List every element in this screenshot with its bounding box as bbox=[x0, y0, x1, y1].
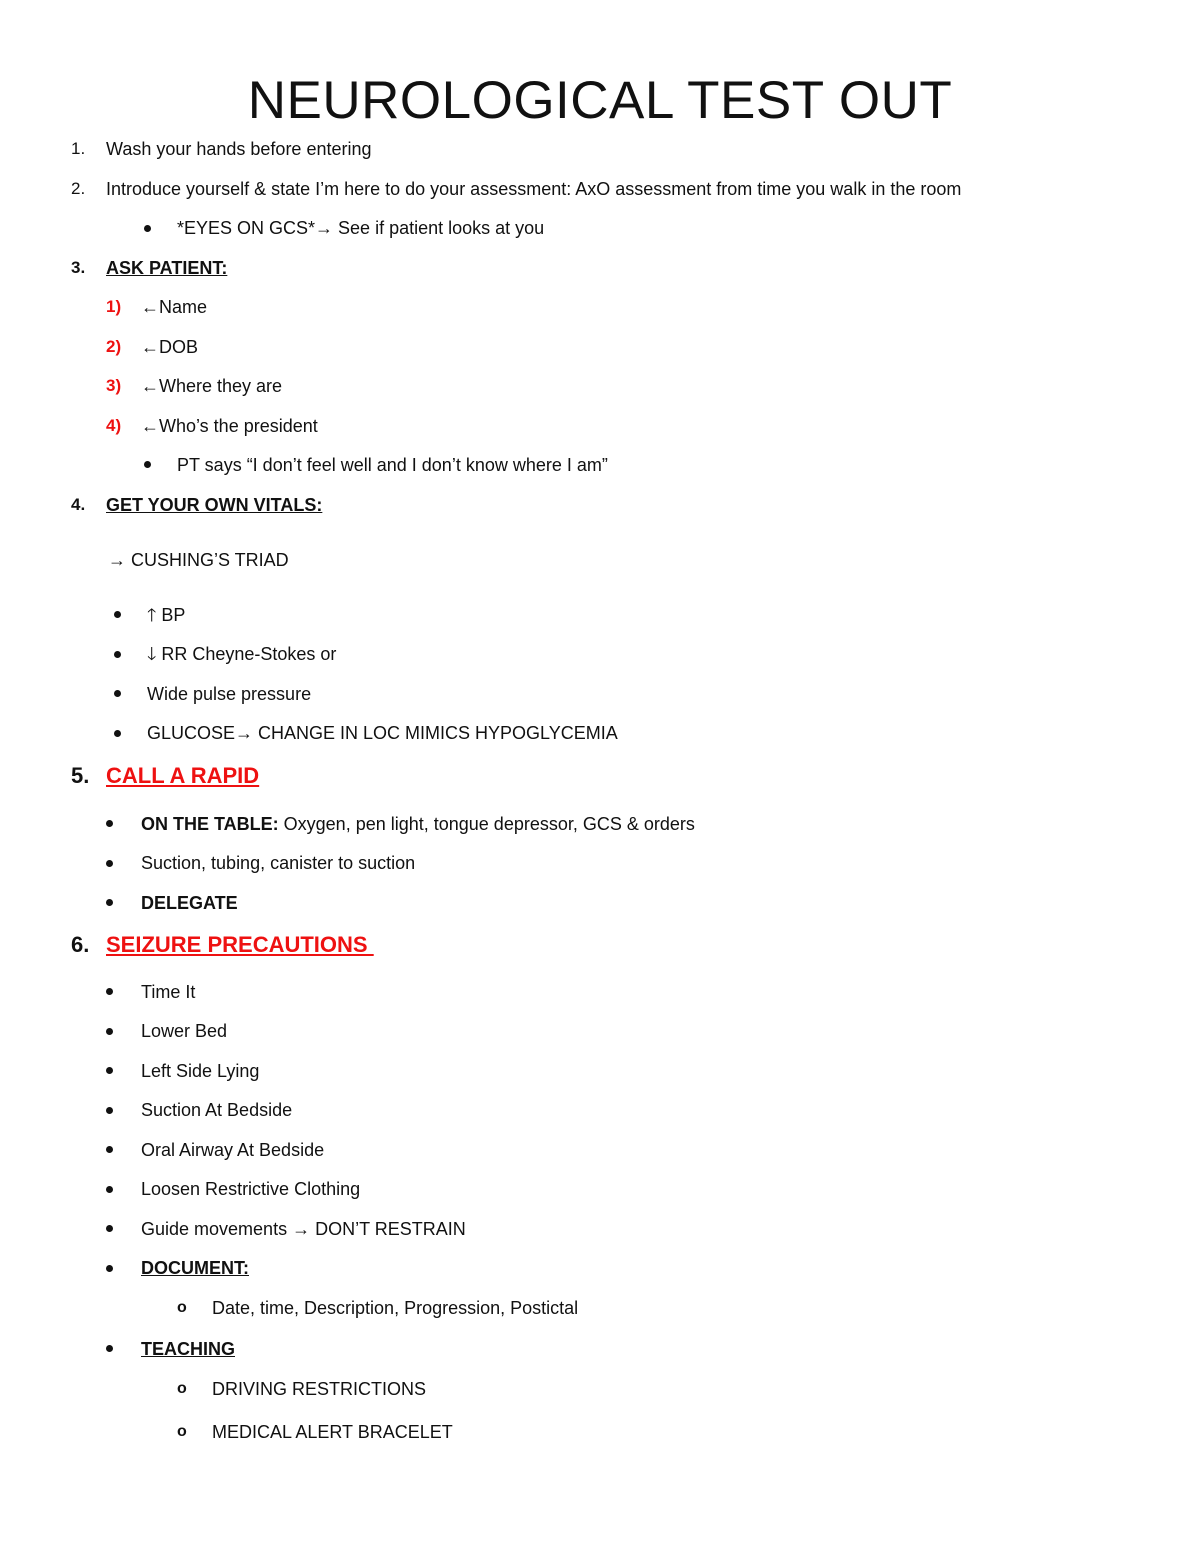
page-title: NEUROLOGICAL TEST OUT bbox=[247, 71, 953, 130]
step-heading: ASK PATIENT: bbox=[106, 258, 228, 278]
vital-item: 🡑 BP bbox=[147, 605, 186, 625]
step-heading: CALL A RAPID bbox=[106, 763, 260, 788]
rapid-item-text: Oxygen, pen light, tongue depressor, GCS & orders bbox=[278, 814, 695, 834]
seizure-item: Guide movements → DON’T RESTRAIN bbox=[141, 1219, 466, 1239]
bullet-icon bbox=[106, 988, 113, 995]
step-number: 6. bbox=[71, 932, 90, 957]
ask-number: 1) bbox=[106, 297, 122, 316]
sub-item: *EYES ON GCS*→ See if patient looks at you bbox=[177, 218, 545, 238]
seizure-item: Loosen Restrictive Clothing bbox=[141, 1179, 361, 1199]
ask-item: ←Name bbox=[141, 297, 208, 317]
step-number: 5. bbox=[71, 763, 90, 788]
bullet-icon bbox=[106, 1067, 113, 1074]
ask-item: ←Who’s the president bbox=[141, 416, 318, 436]
seizure-item: Left Side Lying bbox=[141, 1061, 260, 1081]
ask-number: 3) bbox=[106, 376, 122, 395]
bullet-icon bbox=[106, 1345, 113, 1352]
rapid-item-label: ON THE TABLE: bbox=[141, 814, 279, 834]
ask-number: 4) bbox=[106, 416, 122, 435]
sub-item: PT says “I don’t feel well and I don’t know where I am” bbox=[177, 455, 608, 475]
ask-item: ←Where they are bbox=[141, 376, 283, 396]
sub-bullet-icon: o bbox=[177, 1423, 187, 1440]
step-number: 2. bbox=[71, 179, 86, 198]
bullet-icon bbox=[106, 1146, 113, 1153]
bullet-icon bbox=[106, 1225, 113, 1232]
bullet-icon bbox=[106, 820, 113, 827]
sub-bullet-icon: o bbox=[177, 1380, 187, 1397]
step-heading: GET YOUR OWN VITALS: bbox=[106, 495, 323, 515]
step-number: 3. bbox=[71, 258, 86, 277]
sub-item: Date, time, Description, Progression, Postictal bbox=[212, 1298, 579, 1318]
vital-item: 🡓 RR Cheyne-Stokes or bbox=[147, 644, 337, 664]
cushing-heading: → CUSHING’S TRIAD bbox=[108, 550, 289, 570]
bullet-icon bbox=[114, 611, 121, 618]
bullet-icon bbox=[106, 1107, 113, 1114]
seizure-item: Suction At Bedside bbox=[141, 1100, 293, 1120]
bullet-icon bbox=[106, 1028, 113, 1035]
bullet-icon bbox=[114, 651, 121, 658]
bullet-icon bbox=[106, 860, 113, 867]
sub-bullet-icon: o bbox=[177, 1299, 187, 1316]
rapid-item: DELEGATE bbox=[141, 893, 238, 913]
step-number: 1. bbox=[71, 139, 86, 158]
sub-item: MEDICAL ALERT BRACELET bbox=[212, 1422, 453, 1442]
seizure-item: Lower Bed bbox=[141, 1021, 228, 1041]
bullet-icon bbox=[106, 899, 113, 906]
ask-item: ←DOB bbox=[141, 337, 199, 357]
seizure-item: Time It bbox=[141, 982, 196, 1002]
step-text: Wash your hands before entering bbox=[106, 139, 372, 159]
ask-number: 2) bbox=[106, 337, 122, 356]
bullet-icon bbox=[114, 690, 121, 697]
bullet-icon bbox=[144, 225, 151, 232]
step-heading: SEIZURE PRECAUTIONS bbox=[106, 932, 374, 957]
vital-item: Wide pulse pressure bbox=[147, 684, 312, 704]
vital-item: GLUCOSE→ CHANGE IN LOC MIMICS HYPOGLYCEMIA bbox=[147, 723, 618, 743]
seizure-item: TEACHING bbox=[141, 1339, 235, 1359]
bullet-icon bbox=[106, 1265, 113, 1272]
bullet-icon bbox=[114, 730, 121, 737]
rapid-item bbox=[141, 812, 695, 836]
bullet-icon bbox=[144, 461, 151, 468]
seizure-item: Oral Airway At Bedside bbox=[141, 1140, 325, 1160]
rapid-item: Suction, tubing, canister to suction bbox=[141, 853, 416, 873]
step-number: 4. bbox=[71, 495, 86, 514]
bullet-icon bbox=[106, 1186, 113, 1193]
seizure-item: DOCUMENT: bbox=[141, 1258, 249, 1278]
sub-item: DRIVING RESTRICTIONS bbox=[212, 1379, 427, 1399]
step-text: Introduce yourself & state I’m here to do your assessment: AxO assessment from time you walk in the room bbox=[106, 179, 962, 199]
